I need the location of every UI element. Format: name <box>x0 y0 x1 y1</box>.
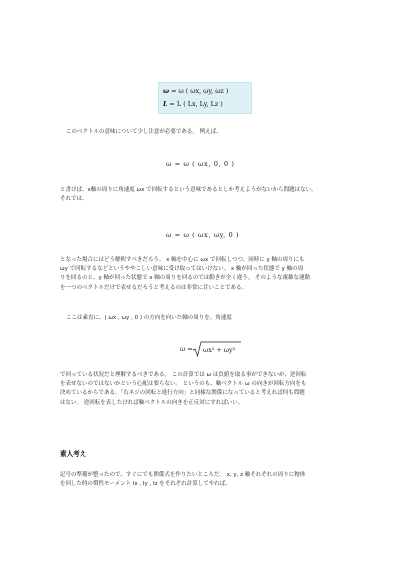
omega-definition-equation <box>163 87 228 95</box>
equation-x-y: ω = ω ( ωx, ωy, 0 ) <box>166 231 240 239</box>
section-heading: 素人考え <box>60 450 87 458</box>
equation-x-only: ω = ω ( ωx, 0, 0 ) <box>166 160 235 168</box>
angular-momentum-definition-equation <box>163 100 223 108</box>
paragraph-line: となった場合にはどう解釈すべきだろう。 x 軸を中心に ωx で回転しつつ、同時に y 軸の周りにも <box>60 257 305 263</box>
paragraph-line: はない。 逆回転を表したければ軸ベクトルの向きを正反対にすればいい。 <box>60 399 244 406</box>
radicand: ωx² + ωy² <box>203 346 236 354</box>
paragraph-x-axis <box>60 186 317 204</box>
paragraph-line: を一つのベクトルだけで表せるだろうと考えるのは非常に甘いことである。 <box>60 284 248 291</box>
definition-equation-box <box>158 82 252 114</box>
angular-momentum-symbol: L <box>163 100 168 108</box>
paragraph-line: を回した時の慣性モーメント Ix , Iy , Iz をそれぞれ計算してやれば、 <box>60 481 231 488</box>
paragraph-line: ωy で回転するなどというややこしい意味に受け取ってはいけない。 x 軸が回った状態で y 軸の周 <box>60 266 304 273</box>
paragraph-line: 決めているからである。「右ネジの回転と進行方向」と同様な関係になっていると考えれば何も問題 <box>60 390 305 397</box>
paragraph-intro <box>66 128 222 137</box>
paragraph-line: 記号の準備が整ったので、すぐにでも関係式を作りたいところだ。 x, y, z 軸それぞれの周りに物体 <box>60 472 306 478</box>
paragraph-line: を表せないのではないかという心配は要らない。 というのも、軸ベクトル ω の向きが回転方向をも <box>60 381 307 388</box>
paragraph-line: で回っている状況だと理解するべきである。 この計算では ω は負値を取る事ができないが、逆回転 <box>60 372 307 378</box>
paragraph-axis-direction <box>66 314 232 323</box>
paragraph-line: りを回るのと、y 軸が回った状態で x 軸の周りを回るのでは動きが全く違う。 そのような複雑な運動 <box>60 275 311 282</box>
paragraph-interpretation <box>60 256 310 293</box>
paragraph-line: と書けば、x軸の周りに角速度 ωx で回転するという意味であるとしか考えようがないから問題はない。 <box>60 187 317 193</box>
paragraph-line: このベクトルの意味について少し注意が必要である。 例えば、 <box>66 129 222 135</box>
paragraph-naive-approach <box>60 471 305 489</box>
omega-symbol: ω <box>163 87 170 95</box>
paragraph-line: ここは素直に、( ωx , ωy , 0 ) の方向を向いた軸の周りを、角速度 <box>66 315 232 321</box>
equation-lhs: ω = <box>180 345 193 353</box>
paragraph-direction-explanation <box>60 371 306 408</box>
omega-components: = ω ( ωx, ωy, ωz ) <box>171 87 229 95</box>
angular-momentum-components: = L ( Lx, Ly, Lz ) <box>169 100 223 108</box>
paragraph-line: それでは、 <box>60 196 88 203</box>
